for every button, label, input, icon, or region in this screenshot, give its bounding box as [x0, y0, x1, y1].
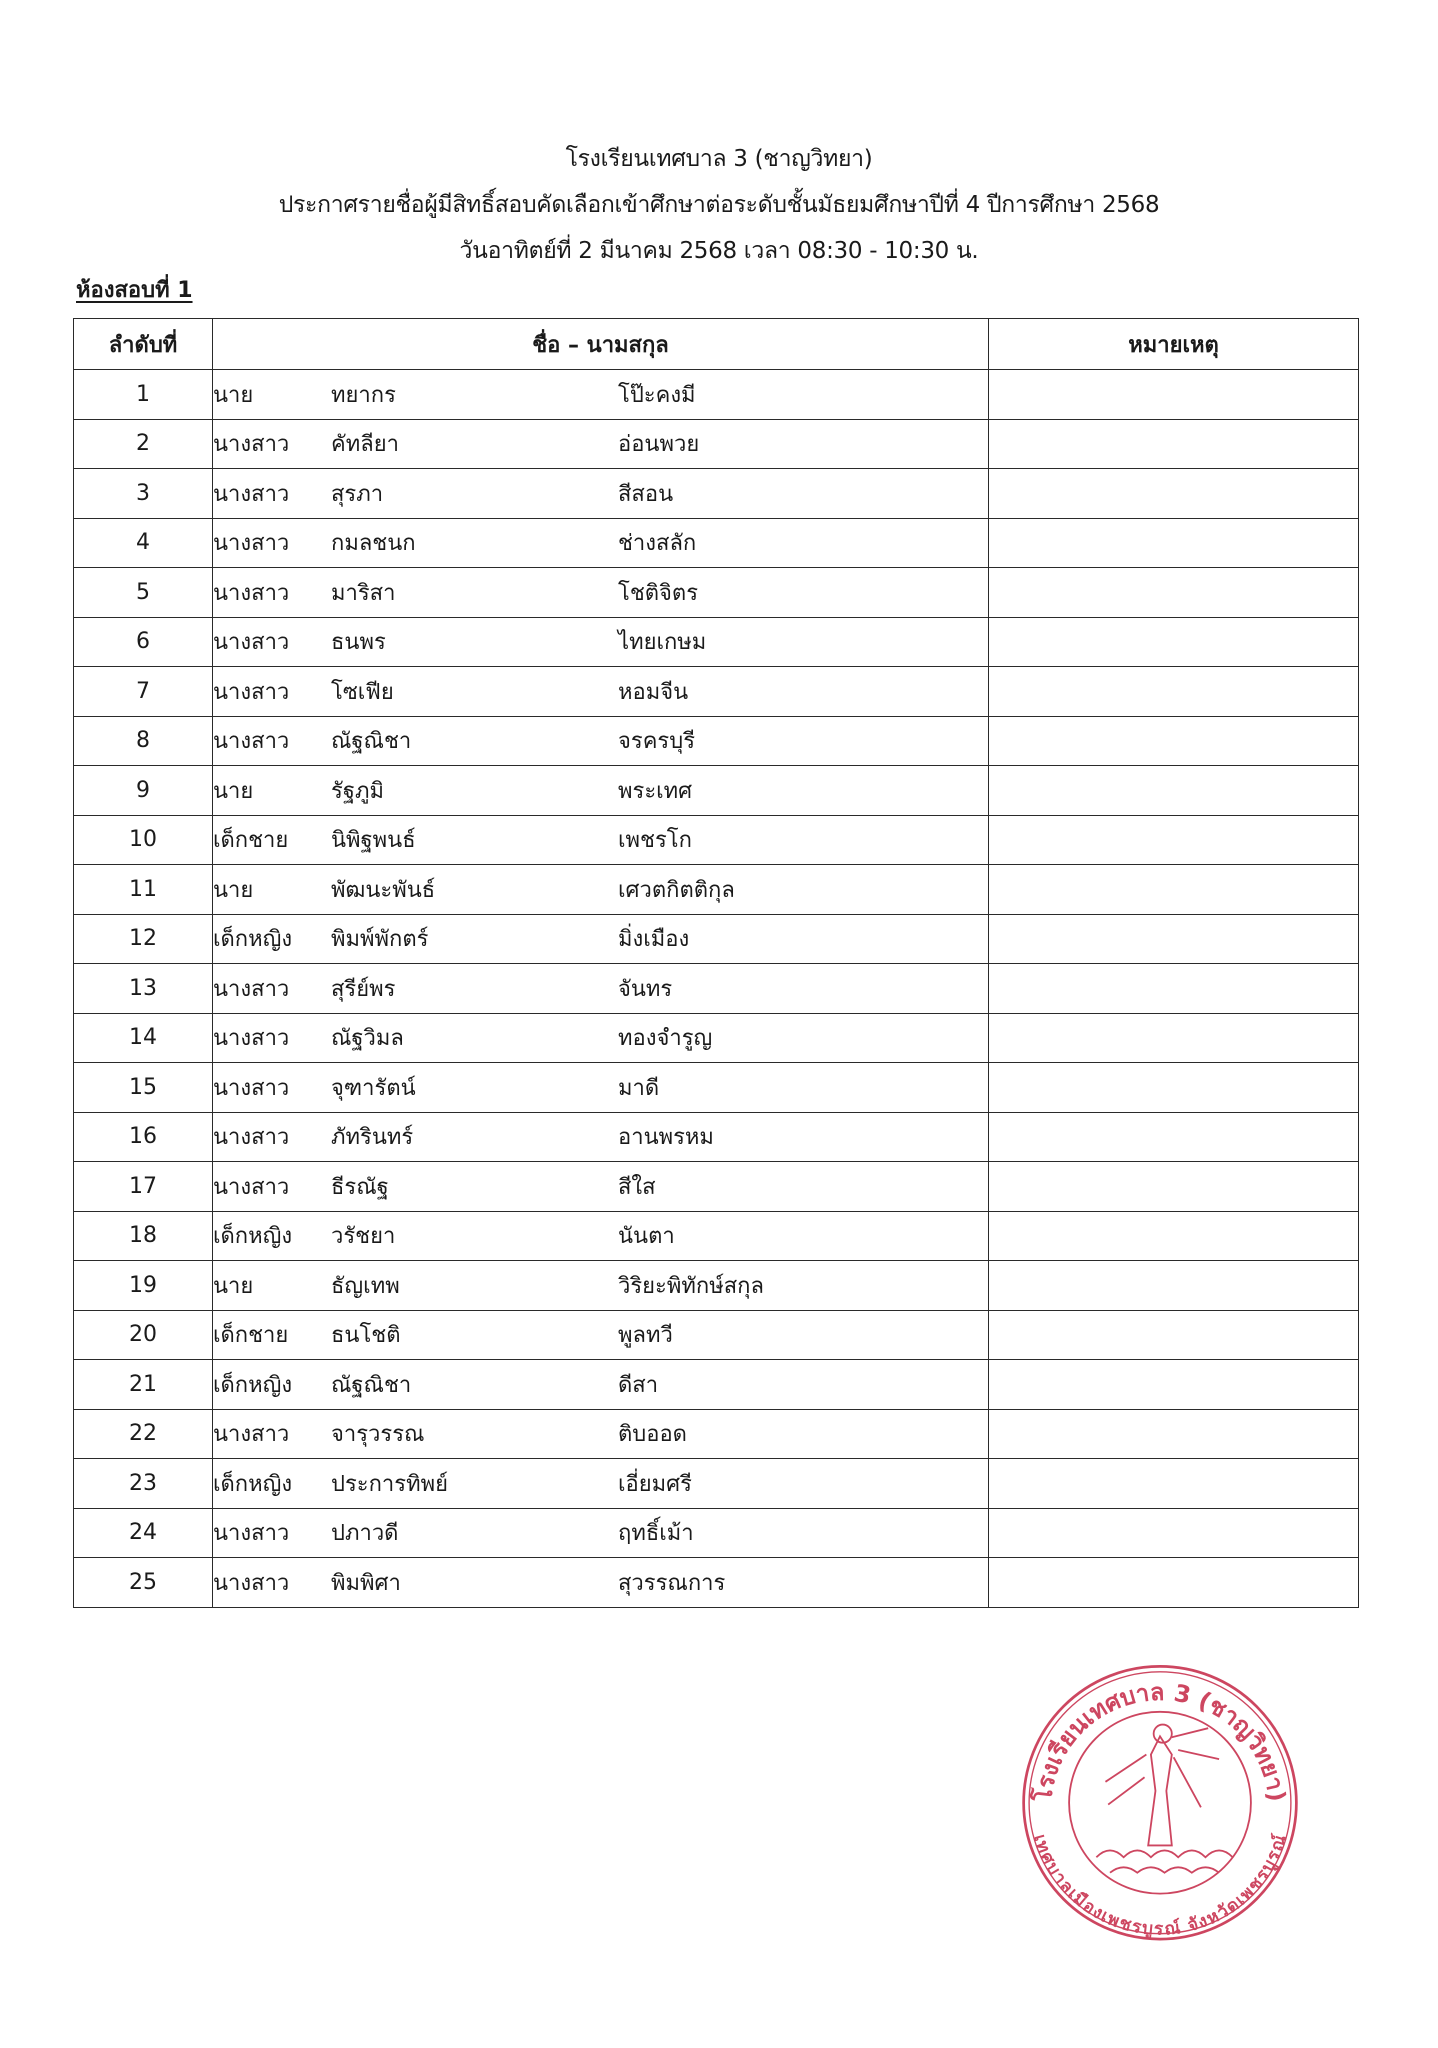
candidate-name-cell: [213, 766, 989, 816]
candidate-name: [213, 1466, 988, 1501]
name-prefix: นางสาว: [213, 580, 290, 606]
first-name: ณัฐวิมล: [331, 1026, 404, 1052]
last-name: สีใส: [618, 1174, 656, 1200]
table-row: [74, 815, 1359, 865]
table-row: [74, 419, 1359, 469]
candidate-name: [213, 1218, 988, 1253]
table-row: [74, 370, 1359, 420]
remark-cell: [989, 568, 1359, 618]
row-number: 23: [74, 1459, 213, 1509]
last-name: สีสอน: [618, 481, 674, 507]
table-row: [74, 865, 1359, 915]
first-name: ปภาวดี: [331, 1521, 399, 1547]
last-name: เพชรโก: [618, 828, 692, 854]
table-row: [74, 667, 1359, 717]
candidate-name: [213, 971, 988, 1006]
last-name: ทองจำรูญ: [618, 1026, 713, 1052]
table-row: [74, 1162, 1359, 1212]
row-number: 13: [74, 964, 213, 1014]
remark-cell: [989, 617, 1359, 667]
row-number: 1: [74, 370, 213, 420]
remark-cell: [989, 1261, 1359, 1311]
row-number: 18: [74, 1211, 213, 1261]
first-name: พิมพ์พักตร์: [331, 927, 429, 953]
column-header-name: ชื่อ – นามสกุล: [213, 319, 989, 370]
candidate-name-cell: [213, 370, 989, 420]
candidate-name-cell: [213, 865, 989, 915]
remark-cell: [989, 1211, 1359, 1261]
last-name: ฤทธิ์เม้า: [618, 1521, 694, 1547]
row-number: 7: [74, 667, 213, 717]
candidate-name-cell: [213, 1360, 989, 1410]
candidate-name-cell: [213, 1261, 989, 1311]
row-number: 16: [74, 1112, 213, 1162]
table-row: [74, 1360, 1359, 1410]
name-prefix: นาย: [213, 382, 254, 408]
last-name: โชติจิตร: [618, 580, 699, 606]
table-row: [74, 1459, 1359, 1509]
candidate-name-cell: [213, 1162, 989, 1212]
svg-text:โรงเรียนเทศบาล 3 (ชาญวิทยา): [1028, 1678, 1291, 1804]
name-prefix: นาย: [213, 877, 254, 903]
exam-schedule: วันอาทิตย์ที่ 2 มีนาคม 2568 เวลา 08:30 - 10:30 น.: [459, 238, 979, 264]
candidate-name: [213, 624, 988, 659]
remark-cell: [989, 1508, 1359, 1558]
candidate-name-cell: [213, 419, 989, 469]
candidate-name-cell: [213, 716, 989, 766]
candidate-name: [213, 1169, 988, 1204]
column-header-no: ลำดับที่: [74, 319, 213, 370]
table-row: [74, 1558, 1359, 1608]
name-prefix: นางสาว: [213, 1521, 290, 1547]
candidate-name: [213, 1416, 988, 1451]
candidate-name: [213, 1317, 988, 1352]
candidate-name-cell: [213, 617, 989, 667]
table-row: [74, 568, 1359, 618]
row-number: 2: [74, 419, 213, 469]
row-number: 11: [74, 865, 213, 915]
candidate-name: [213, 1070, 988, 1105]
table-row: [74, 1409, 1359, 1459]
remark-cell: [989, 1162, 1359, 1212]
candidate-name: [213, 822, 988, 857]
remark-cell: [989, 865, 1359, 915]
first-name: ณัฐณิชา: [331, 729, 412, 755]
row-number: 5: [74, 568, 213, 618]
candidate-name-cell: [213, 1409, 989, 1459]
last-name: จรครบุรี: [618, 729, 696, 755]
school-name: โรงเรียนเทศบาล 3 (ชาญวิทยา): [565, 146, 873, 172]
name-prefix: นาย: [213, 1273, 254, 1299]
candidate-name: [213, 1268, 988, 1303]
first-name: คัทลียา: [331, 432, 399, 458]
last-name: สุวรรณการ: [618, 1570, 726, 1596]
name-prefix: เด็กหญิง: [213, 1372, 293, 1398]
remark-cell: [989, 1063, 1359, 1113]
candidate-name-cell: [213, 469, 989, 519]
candidate-name: [213, 674, 988, 709]
candidate-name-cell: [213, 1459, 989, 1509]
candidate-name: [213, 377, 988, 412]
first-name: นิพิฐพนธ์: [331, 828, 416, 854]
name-prefix: นางสาว: [213, 1026, 290, 1052]
name-prefix: นางสาว: [213, 1075, 290, 1101]
name-prefix: นางสาว: [213, 679, 290, 705]
name-prefix: นางสาว: [213, 531, 290, 557]
name-prefix: เด็กชาย: [213, 828, 289, 854]
candidate-name: [213, 575, 988, 610]
school-seal-stamp: [1010, 1650, 1310, 1950]
candidate-name: [213, 1565, 988, 1600]
first-name: กมลชนก: [331, 531, 416, 557]
candidate-name-cell: [213, 568, 989, 618]
first-name: จุฑารัตน์: [331, 1075, 416, 1101]
name-prefix: นางสาว: [213, 729, 290, 755]
table-row: [74, 716, 1359, 766]
candidate-name: [213, 1515, 988, 1550]
last-name: หอมจีน: [618, 679, 689, 705]
first-name: พิมพิศา: [331, 1570, 401, 1596]
first-name: มาริสา: [331, 580, 396, 606]
first-name: ภัทรินทร์: [331, 1125, 414, 1151]
table-row: [74, 518, 1359, 568]
name-prefix: นางสาว: [213, 630, 290, 656]
remark-cell: [989, 1013, 1359, 1063]
candidate-name: [213, 426, 988, 461]
row-number: 12: [74, 914, 213, 964]
last-name: ช่างสลัก: [618, 531, 697, 557]
remark-cell: [989, 716, 1359, 766]
remark-cell: [989, 1558, 1359, 1608]
first-name: ณัฐณิชา: [331, 1372, 412, 1398]
candidate-name: [213, 723, 988, 758]
candidate-name: [213, 872, 988, 907]
table-row: [74, 1508, 1359, 1558]
candidate-name-cell: [213, 1508, 989, 1558]
stamp-top-text: โรงเรียนเทศบาล 3 (ชาญวิทยา): [1029, 1677, 1291, 1804]
remark-cell: [989, 1112, 1359, 1162]
first-name: จารุวรรณ: [331, 1422, 425, 1448]
remark-cell: [989, 1459, 1359, 1509]
row-number: 20: [74, 1310, 213, 1360]
last-name: ไทยเกษม: [618, 630, 707, 656]
candidate-name-cell: [213, 1558, 989, 1608]
candidate-name-cell: [213, 964, 989, 1014]
first-name: พัฒนะพันธ์: [331, 877, 436, 903]
name-prefix: นางสาว: [213, 481, 290, 507]
last-name: อานพรหม: [618, 1125, 714, 1151]
candidate-name-cell: [213, 1112, 989, 1162]
candidate-name: [213, 773, 988, 808]
candidate-name: [213, 1020, 988, 1055]
last-name: นันตา: [618, 1224, 675, 1250]
row-number: 10: [74, 815, 213, 865]
row-number: 17: [74, 1162, 213, 1212]
name-prefix: นางสาว: [213, 432, 290, 458]
remark-cell: [989, 419, 1359, 469]
remark-cell: [989, 766, 1359, 816]
last-name: เอี่ยมศรี: [618, 1471, 692, 1497]
table-row: [74, 1261, 1359, 1311]
table-row: [74, 1013, 1359, 1063]
first-name: โซเฟีย: [331, 679, 394, 705]
last-name: โป๊ะคงมี: [618, 382, 696, 408]
table-row: [74, 469, 1359, 519]
column-header-note: หมายเหตุ: [989, 319, 1359, 370]
remark-cell: [989, 1409, 1359, 1459]
first-name: ธนพร: [331, 630, 386, 656]
first-name: รัฐภูมิ: [331, 778, 384, 804]
candidate-name-cell: [213, 1063, 989, 1113]
remark-cell: [989, 667, 1359, 717]
name-prefix: เด็กหญิง: [213, 1224, 293, 1250]
candidate-name: [213, 1119, 988, 1154]
svg-text:เทศบาลเมืองเพชรบูรณ์ จังหวัดเพ: [1029, 1832, 1291, 1940]
remark-cell: [989, 1360, 1359, 1410]
name-prefix: เด็กหญิง: [213, 927, 293, 953]
remark-cell: [989, 518, 1359, 568]
candidate-name: [213, 921, 988, 956]
last-name: มิ่งเมือง: [618, 927, 690, 953]
table-header-row: [74, 319, 1359, 370]
candidate-name-cell: [213, 1211, 989, 1261]
table-row: [74, 1211, 1359, 1261]
last-name: ดีสา: [618, 1372, 659, 1398]
name-prefix: นางสาว: [213, 1570, 290, 1596]
last-name: วิริยะพิทักษ์สกุล: [618, 1273, 764, 1299]
row-number: 25: [74, 1558, 213, 1608]
table-row: [74, 964, 1359, 1014]
stamp-bottom-text: เทศบาลเมืองเพชรบูรณ์ จังหวัดเพชรบูรณ์: [1029, 1832, 1291, 1940]
exam-room-label: ห้องสอบที่ 1: [76, 278, 193, 303]
candidate-table: [73, 318, 1359, 1608]
table-row: [74, 617, 1359, 667]
document-header: [0, 136, 1438, 274]
last-name: มาดี: [618, 1075, 660, 1101]
first-name: ธัญเทพ: [331, 1273, 400, 1299]
remark-cell: [989, 815, 1359, 865]
name-prefix: นางสาว: [213, 1125, 290, 1151]
first-name: สุรีย์พร: [331, 976, 396, 1002]
candidate-name: [213, 476, 988, 511]
row-number: 24: [74, 1508, 213, 1558]
row-number: 15: [74, 1063, 213, 1113]
row-number: 4: [74, 518, 213, 568]
remark-cell: [989, 964, 1359, 1014]
remark-cell: [989, 469, 1359, 519]
last-name: พระเทศ: [618, 778, 693, 804]
candidate-name-cell: [213, 815, 989, 865]
remark-cell: [989, 370, 1359, 420]
last-name: พูลทวี: [618, 1323, 673, 1349]
name-prefix: นางสาว: [213, 1174, 290, 1200]
first-name: วรัชยา: [331, 1224, 396, 1250]
name-prefix: นาย: [213, 778, 254, 804]
candidate-name: [213, 1367, 988, 1402]
first-name: ทยากร: [331, 382, 396, 408]
row-number: 3: [74, 469, 213, 519]
last-name: จันทร: [618, 976, 673, 1002]
table-row: [74, 1310, 1359, 1360]
first-name: ประการทิพย์: [331, 1471, 448, 1497]
table-row: [74, 914, 1359, 964]
name-prefix: เด็กชาย: [213, 1323, 289, 1349]
candidate-name-cell: [213, 914, 989, 964]
row-number: 9: [74, 766, 213, 816]
row-number: 22: [74, 1409, 213, 1459]
candidate-name-cell: [213, 518, 989, 568]
candidate-name-cell: [213, 667, 989, 717]
remark-cell: [989, 1310, 1359, 1360]
candidate-name-cell: [213, 1310, 989, 1360]
table-row: [74, 1112, 1359, 1162]
row-number: 19: [74, 1261, 213, 1311]
row-number: 21: [74, 1360, 213, 1410]
announcement-title: ประกาศรายชื่อผู้มีสิทธิ์สอบคัดเลือกเข้าศึกษาต่อระดับชั้นมัธยมศึกษาปีที่ 4 ปีการศึกษา 2568: [278, 192, 1160, 218]
first-name: ธีรณัฐ: [331, 1174, 389, 1200]
name-prefix: นางสาว: [213, 976, 290, 1002]
remark-cell: [989, 914, 1359, 964]
row-number: 14: [74, 1013, 213, 1063]
row-number: 6: [74, 617, 213, 667]
candidate-name: [213, 525, 988, 560]
name-prefix: เด็กหญิง: [213, 1471, 293, 1497]
last-name: ติบออด: [618, 1422, 687, 1448]
last-name: อ่อนพวย: [618, 432, 700, 458]
first-name: สุรภา: [331, 481, 384, 507]
table-row: [74, 766, 1359, 816]
table-row: [74, 1063, 1359, 1113]
row-number: 8: [74, 716, 213, 766]
first-name: ธนโชติ: [331, 1323, 401, 1349]
candidate-name-cell: [213, 1013, 989, 1063]
last-name: เศวตกิตติกุล: [618, 877, 735, 903]
name-prefix: นางสาว: [213, 1422, 290, 1448]
